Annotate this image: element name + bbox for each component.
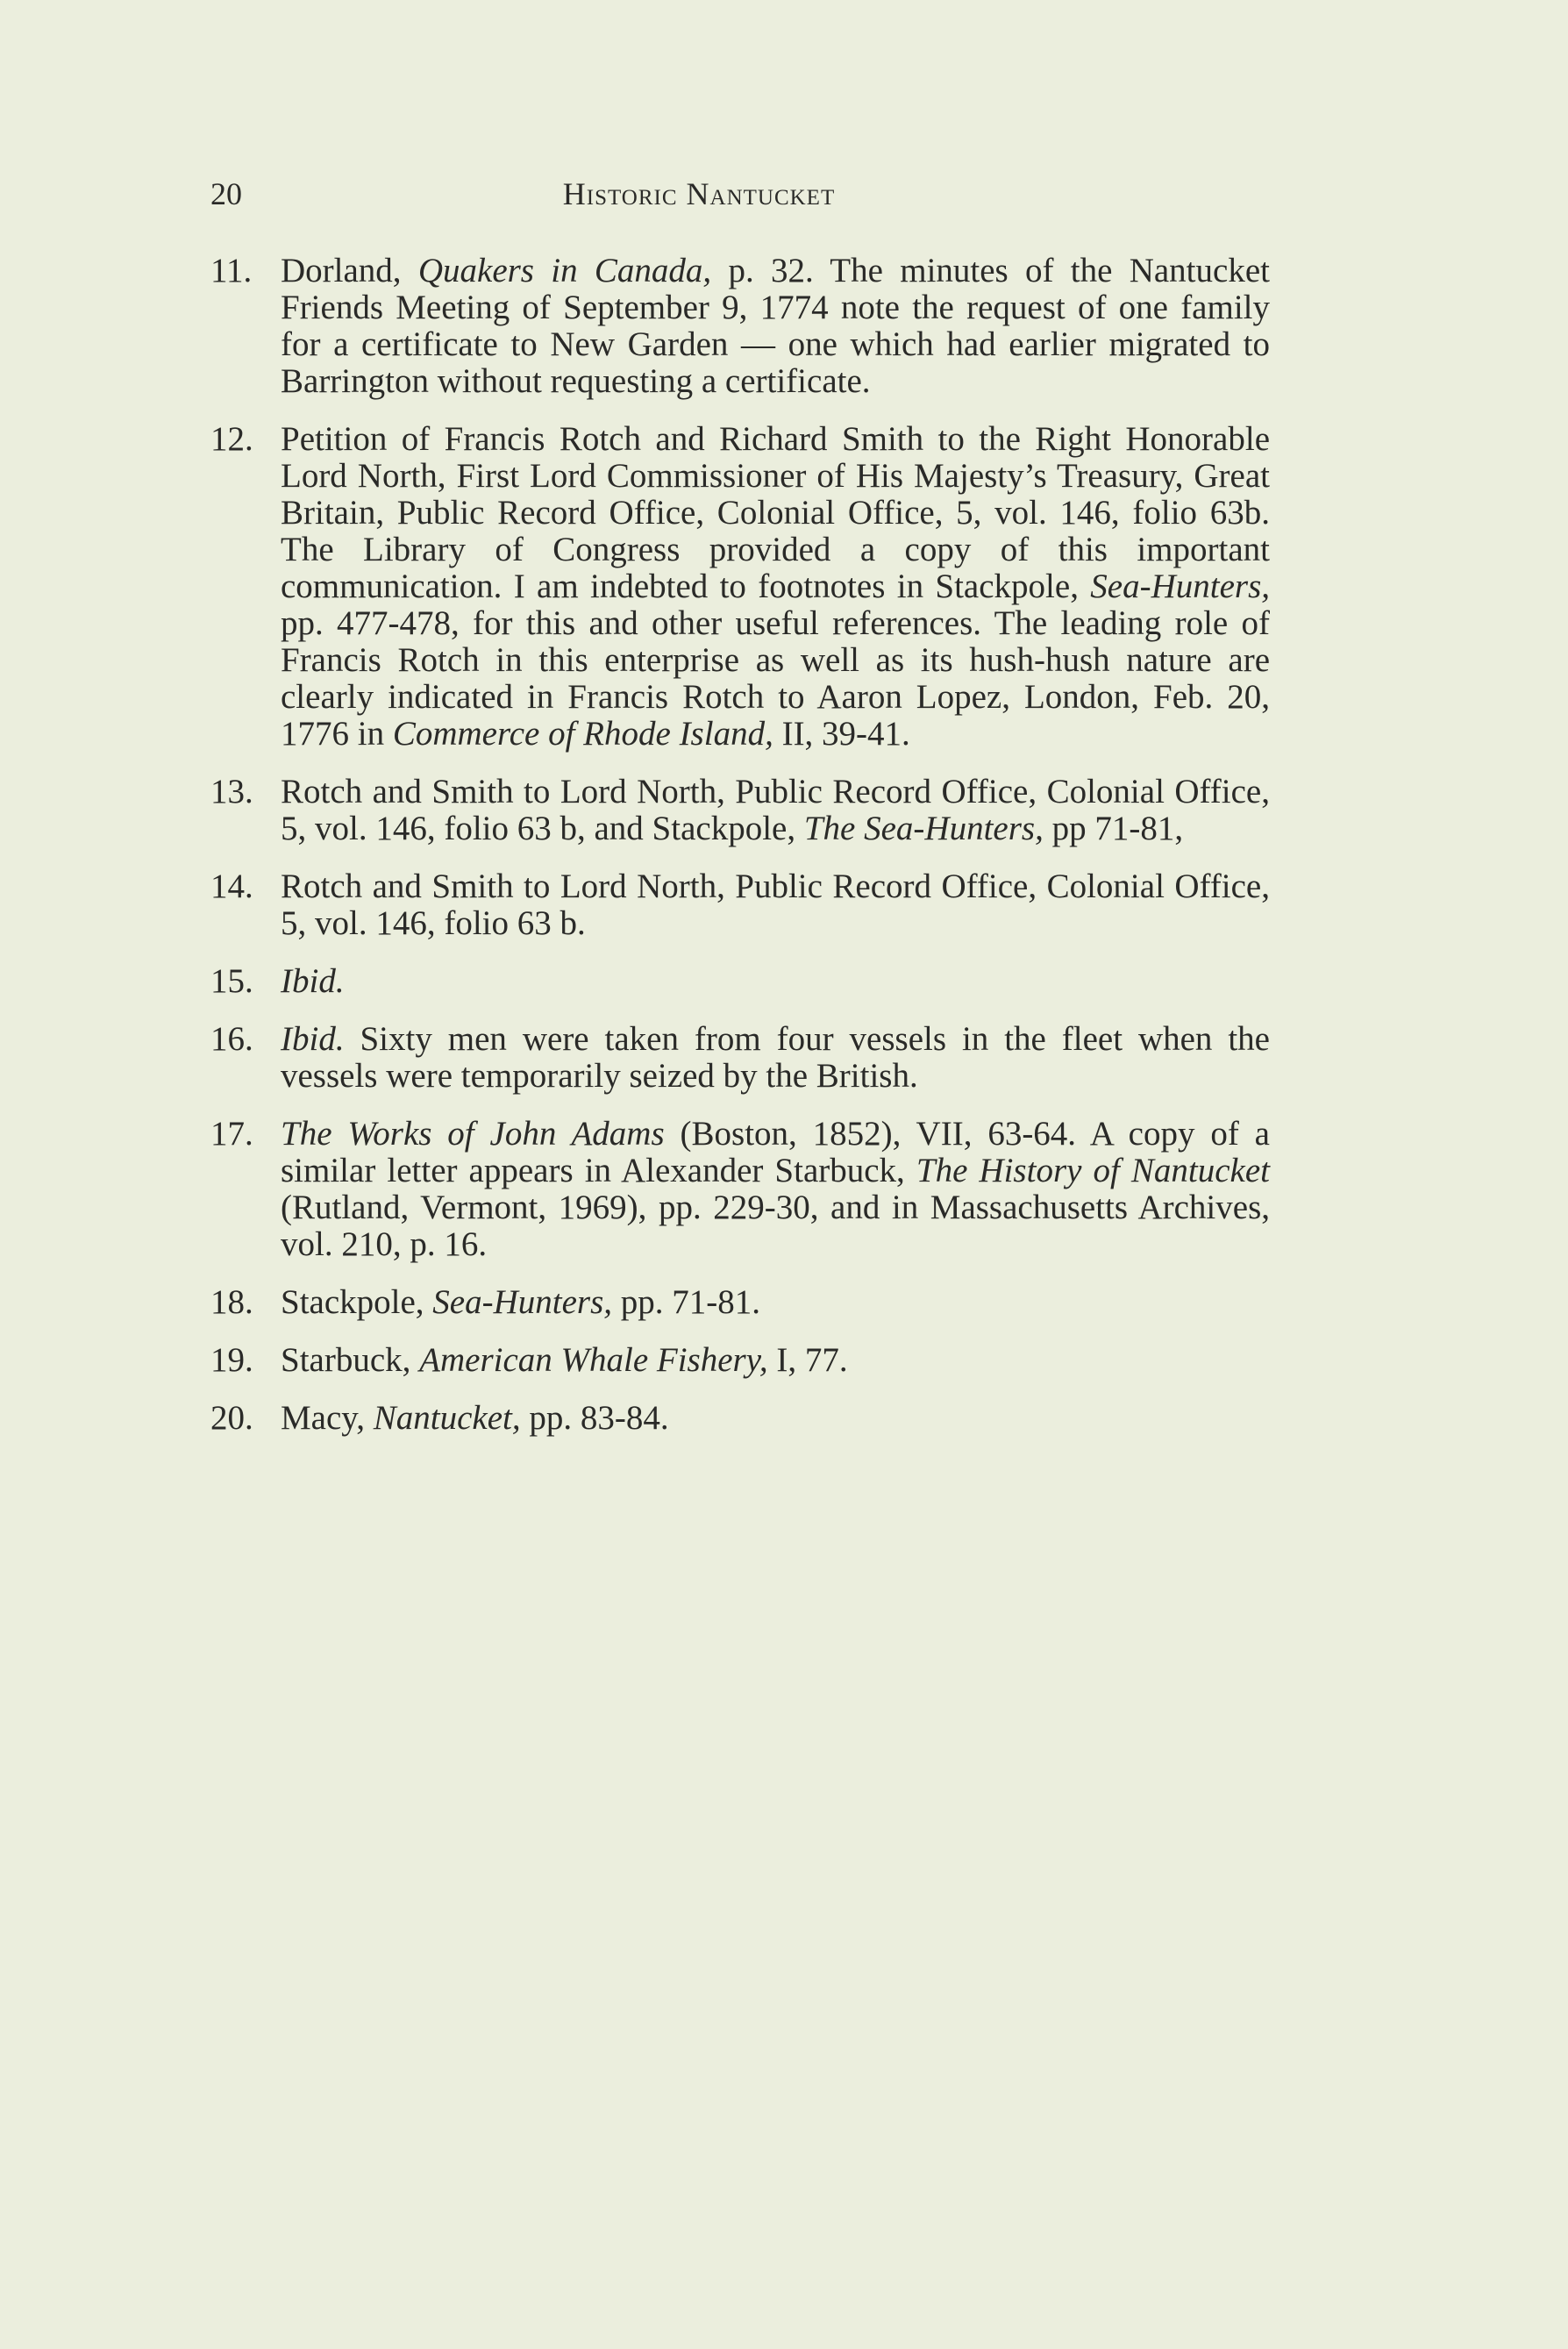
- endnote-item: [210, 1116, 1377, 1263]
- endnotes-list: [210, 253, 1377, 1458]
- endnote-text-run: Rotch and Smith to Lord North, Public Record Office, Colonial Office, 5, vol. 146, folio 63 b.: [281, 867, 1270, 942]
- running-title: Historic Nantucket: [562, 176, 836, 211]
- endnote-item: [210, 253, 1377, 400]
- endnote-text: [281, 963, 1270, 1000]
- endnote-text-run: I, 77.: [767, 1341, 848, 1379]
- endnote-number: 15.: [210, 962, 253, 1000]
- endnote-text: [281, 1021, 1270, 1095]
- endnote-item: [210, 1400, 1377, 1437]
- endnote-text: [281, 1342, 1270, 1379]
- endnote-text: [281, 1116, 1270, 1263]
- endnote-number: 16.: [210, 1020, 253, 1058]
- endnote-text-run: p. 32. The minutes of the Nantucket Friends Meeting of September 9, 1774 note the request of one family for a certificate to New Garden — one which had earlier migrated to Barrington without requesting a certificate.: [281, 252, 1270, 400]
- page-number: 20: [210, 176, 242, 211]
- endnote-italic-title: Ibid.: [281, 1020, 345, 1058]
- endnote-text-run: pp. 71-81.: [612, 1283, 761, 1321]
- endnote-number: 20.: [210, 1399, 253, 1437]
- endnote-italic-title: The History of Nantucket: [916, 1152, 1271, 1189]
- endnote-text: [281, 421, 1270, 753]
- endnote-text-run: Petition of Francis Rotch and Richard Smith to the Right Honorable Lord North, First Lord Commissioner of His Majesty’s Treasury, Great Britain, Public Record Office, Colonial Office, 5, vol. 146, folio 63b. The Library of Congress provided a copy of this important communication. I am indebted to footnotes in Stackpole,: [281, 420, 1270, 605]
- endnote-text-run: Sixty men were taken from four vessels in the fleet when the vessels were temporarily seized by the British.: [281, 1020, 1270, 1095]
- endnote-text-run: pp. 477-478, for this and other useful references. The leading role of Francis Rotch in this enterprise as well as its hush-hush nature are clearly indicated in Francis Rotch to Aaron Lopez, London, Feb. 20, 1776 in: [281, 604, 1270, 753]
- endnote-text-run: Rotch and Smith to Lord North, Public Record Office, Colonial Office, 5, vol. 146, folio 63 b, and Stackpole,: [281, 773, 1270, 847]
- endnote-number: 12.: [210, 420, 253, 458]
- endnote-italic-title: The Sea-Hunters,: [803, 810, 1044, 847]
- endnote-number: 13.: [210, 773, 253, 810]
- endnote-text-run: Macy,: [281, 1399, 374, 1437]
- endnote-italic-title: American Whale Fishery,: [419, 1341, 768, 1379]
- endnote-italic-title: Quakers in Canada,: [417, 252, 712, 289]
- endnote-number: 19.: [210, 1341, 253, 1379]
- endnote-italic-title: Commerce of Rhode Island,: [392, 715, 773, 753]
- endnote-item: [210, 1021, 1377, 1095]
- endnote-italic-title: Sea-Hunters,: [1090, 568, 1270, 605]
- endnote-item: [210, 963, 1377, 1000]
- endnote-italic-title: Nantucket,: [373, 1399, 521, 1437]
- endnote-text-run: pp. 83-84.: [520, 1399, 669, 1437]
- endnote-text: [281, 1400, 1270, 1437]
- endnote-text-run: (Rutland, Vermont, 1969), pp. 229-30, and in Massachusetts Archives, vol. 210, p. 16.: [281, 1189, 1270, 1263]
- endnote-italic-title: The Works of John Adams: [281, 1115, 665, 1153]
- endnote-text: [281, 1284, 1270, 1321]
- endnote-item: [210, 868, 1377, 942]
- endnote-text: [281, 774, 1270, 847]
- endnote-text-run: II, 39-41.: [773, 715, 910, 753]
- endnote-text-run: (Boston, 1852), VII, 63-64. A copy of a similar letter appears in Alexander Starbuck,: [281, 1115, 1270, 1189]
- endnote-item: [210, 1284, 1377, 1321]
- endnote-text-run: Stackpole,: [281, 1283, 433, 1321]
- endnote-italic-title: Ibid.: [281, 962, 345, 1000]
- endnote-text-run: pp 71-81,: [1043, 810, 1184, 847]
- endnote-item: [210, 774, 1377, 847]
- endnote-italic-title: Sea-Hunters,: [432, 1283, 613, 1321]
- endnote-number: 17.: [210, 1115, 253, 1153]
- endnote-number: 14.: [210, 867, 253, 905]
- endnote-text: [281, 253, 1270, 400]
- endnote-text: [281, 868, 1270, 942]
- endnote-number: 11.: [210, 252, 253, 289]
- endnote-text-run: Dorland,: [281, 252, 418, 289]
- endnote-number: 18.: [210, 1283, 253, 1321]
- endnote-item: [210, 421, 1377, 753]
- endnote-item: [210, 1342, 1377, 1379]
- running-head: [210, 172, 1377, 216]
- endnote-text-run: Starbuck,: [281, 1341, 420, 1379]
